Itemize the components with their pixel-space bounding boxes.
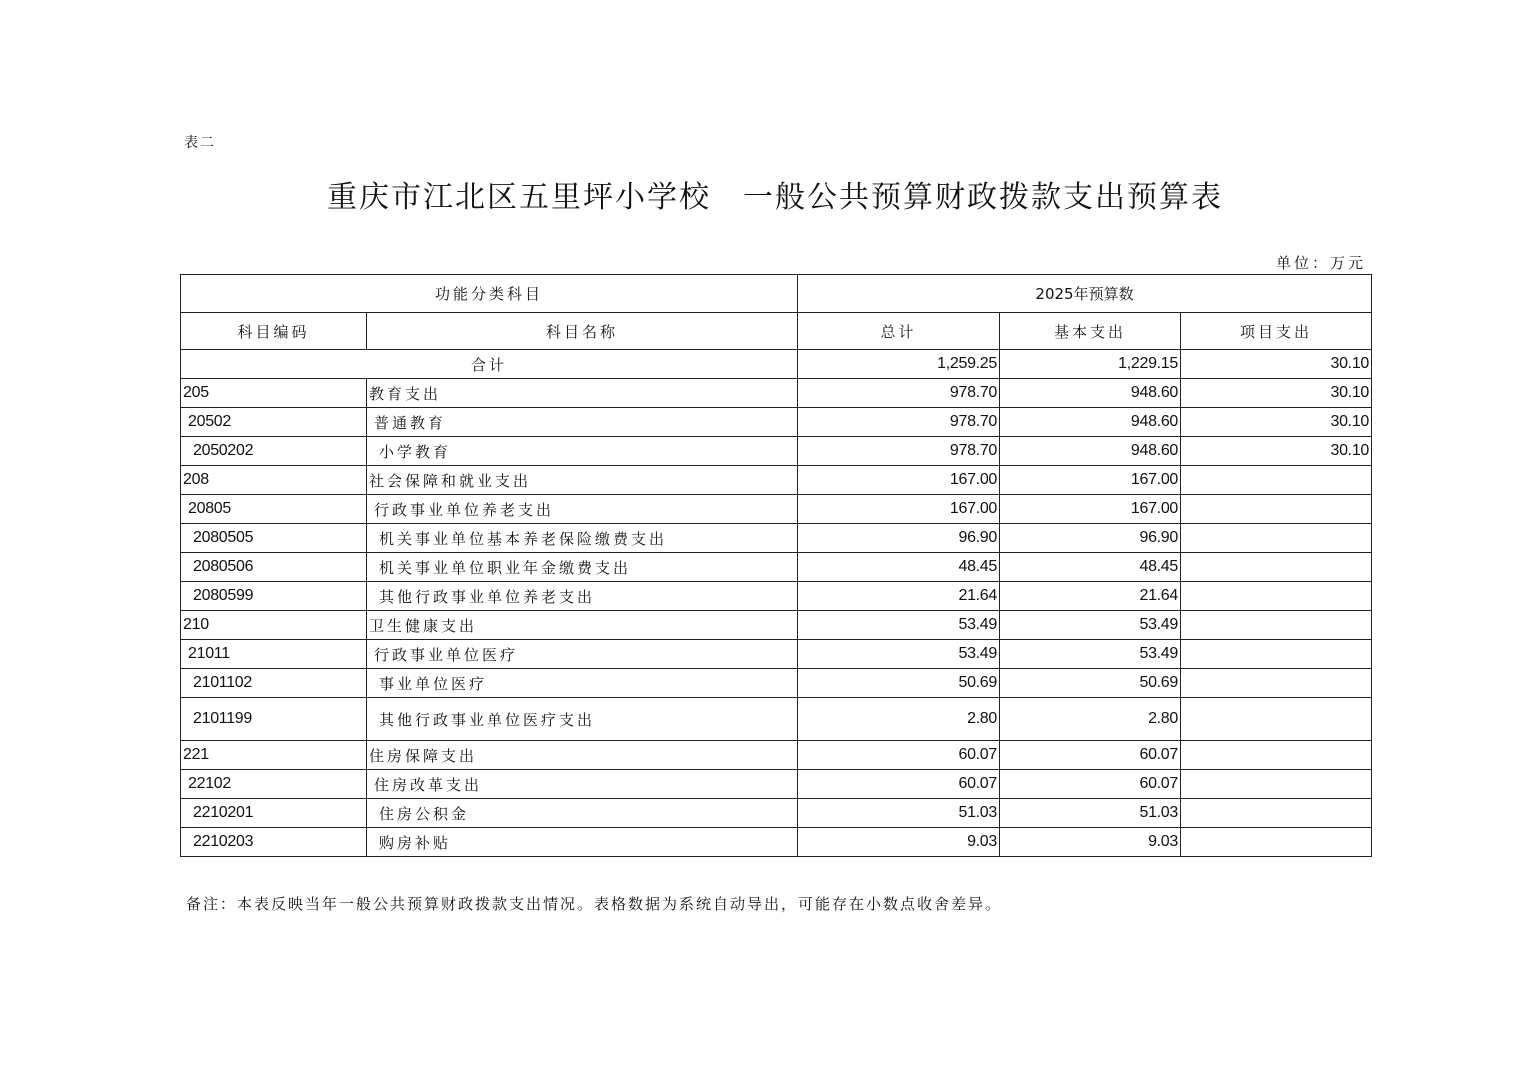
table-row [181,828,1372,857]
cell-total: 21.64 [798,582,1000,611]
cell-total: 50.69 [798,669,1000,698]
cell-project [1181,466,1372,495]
total-project: 30.10 [1181,350,1372,379]
cell-code: 2080599 [181,582,367,611]
cell-code: 20805 [181,495,367,524]
unit-label: 单位：万元 [1275,254,1366,272]
cell-code: 2080506 [181,553,367,582]
cell-code: 2101199 [181,698,367,741]
header-total: 总计 [798,313,1000,350]
cell-basic: 948.60 [1000,437,1181,466]
cell-code: 221 [181,741,367,770]
header-column-row [181,313,1372,350]
cell-code: 2210201 [181,799,367,828]
cell-name: 其他行政事业单位养老支出 [367,582,798,611]
budget-table [180,274,1372,857]
cell-project [1181,770,1372,799]
cell-basic: 51.03 [1000,799,1181,828]
cell-basic: 96.90 [1000,524,1181,553]
cell-total: 60.07 [798,770,1000,799]
cell-project [1181,495,1372,524]
cell-name: 教育支出 [367,379,798,408]
cell-basic: 167.00 [1000,466,1181,495]
cell-basic: 48.45 [1000,553,1181,582]
cell-total: 9.03 [798,828,1000,857]
table-label: 表二 [184,135,216,151]
cell-total: 978.70 [798,437,1000,466]
header-project: 项目支出 [1181,313,1372,350]
cell-name: 卫生健康支出 [367,611,798,640]
table-row [181,698,1372,741]
cell-total: 167.00 [798,495,1000,524]
header-basic: 基本支出 [1000,313,1181,350]
cell-code: 210 [181,611,367,640]
cell-project [1181,582,1372,611]
cell-project [1181,524,1372,553]
cell-code: 205 [181,379,367,408]
cell-code: 208 [181,466,367,495]
cell-total: 51.03 [798,799,1000,828]
cell-total: 53.49 [798,640,1000,669]
cell-name: 小学教育 [367,437,798,466]
table-row [181,379,1372,408]
table-row [181,582,1372,611]
cell-code: 2101102 [181,669,367,698]
header-group-row [181,275,1372,313]
table-row [181,437,1372,466]
cell-code: 2050202 [181,437,367,466]
total-total: 1,259.25 [798,350,1000,379]
cell-name: 普通教育 [367,408,798,437]
header-budget-year: 2025年预算数 [798,275,1372,313]
cell-basic: 60.07 [1000,741,1181,770]
cell-basic: 2.80 [1000,698,1181,741]
table-row [181,611,1372,640]
cell-name: 社会保障和就业支出 [367,466,798,495]
cell-basic: 50.69 [1000,669,1181,698]
cell-total: 978.70 [798,408,1000,437]
cell-name: 购房补贴 [367,828,798,857]
table-row [181,524,1372,553]
cell-project: 30.10 [1181,379,1372,408]
cell-name: 事业单位医疗 [367,669,798,698]
total-row [181,350,1372,379]
cell-basic: 9.03 [1000,828,1181,857]
cell-basic: 60.07 [1000,770,1181,799]
cell-project [1181,741,1372,770]
cell-total: 60.07 [798,741,1000,770]
cell-code: 2210203 [181,828,367,857]
cell-name: 机关事业单位职业年金缴费支出 [367,553,798,582]
footnote: 备注：本表反映当年一般公共预算财政拨款支出情况。表格数据为系统自动导出，可能存在小数点收舍差异。 [186,895,1003,913]
cell-project: 30.10 [1181,437,1372,466]
cell-code: 2080505 [181,524,367,553]
cell-name: 其他行政事业单位医疗支出 [367,698,798,741]
cell-total: 96.90 [798,524,1000,553]
table-row [181,408,1372,437]
cell-basic: 21.64 [1000,582,1181,611]
cell-code: 21011 [181,640,367,669]
table-row [181,770,1372,799]
cell-project [1181,698,1372,741]
cell-project [1181,640,1372,669]
cell-total: 2.80 [798,698,1000,741]
cell-basic: 53.49 [1000,611,1181,640]
cell-project [1181,828,1372,857]
page-title: 重庆市江北区五里坪小学校 一般公共预算财政拨款支出预算表 [327,180,1223,215]
table-row [181,799,1372,828]
cell-code: 22102 [181,770,367,799]
table-row [181,741,1372,770]
cell-project [1181,553,1372,582]
cell-name: 行政事业单位医疗 [367,640,798,669]
cell-name: 住房改革支出 [367,770,798,799]
cell-project [1181,799,1372,828]
cell-total: 48.45 [798,553,1000,582]
cell-name: 机关事业单位基本养老保险缴费支出 [367,524,798,553]
total-label: 合计 [181,350,798,379]
cell-basic: 948.60 [1000,408,1181,437]
cell-total: 167.00 [798,466,1000,495]
table-row [181,640,1372,669]
cell-project: 30.10 [1181,408,1372,437]
cell-basic: 948.60 [1000,379,1181,408]
cell-name: 行政事业单位养老支出 [367,495,798,524]
header-name: 科目名称 [367,313,798,350]
cell-name: 住房保障支出 [367,741,798,770]
cell-name: 住房公积金 [367,799,798,828]
table-row [181,669,1372,698]
cell-basic: 53.49 [1000,640,1181,669]
cell-code: 20502 [181,408,367,437]
header-function-category: 功能分类科目 [181,275,798,313]
cell-basic: 167.00 [1000,495,1181,524]
cell-total: 978.70 [798,379,1000,408]
table-row [181,553,1372,582]
header-code: 科目编码 [181,313,367,350]
total-basic: 1,229.15 [1000,350,1181,379]
cell-project [1181,669,1372,698]
table-row [181,495,1372,524]
table-row [181,466,1372,495]
cell-total: 53.49 [798,611,1000,640]
cell-project [1181,611,1372,640]
